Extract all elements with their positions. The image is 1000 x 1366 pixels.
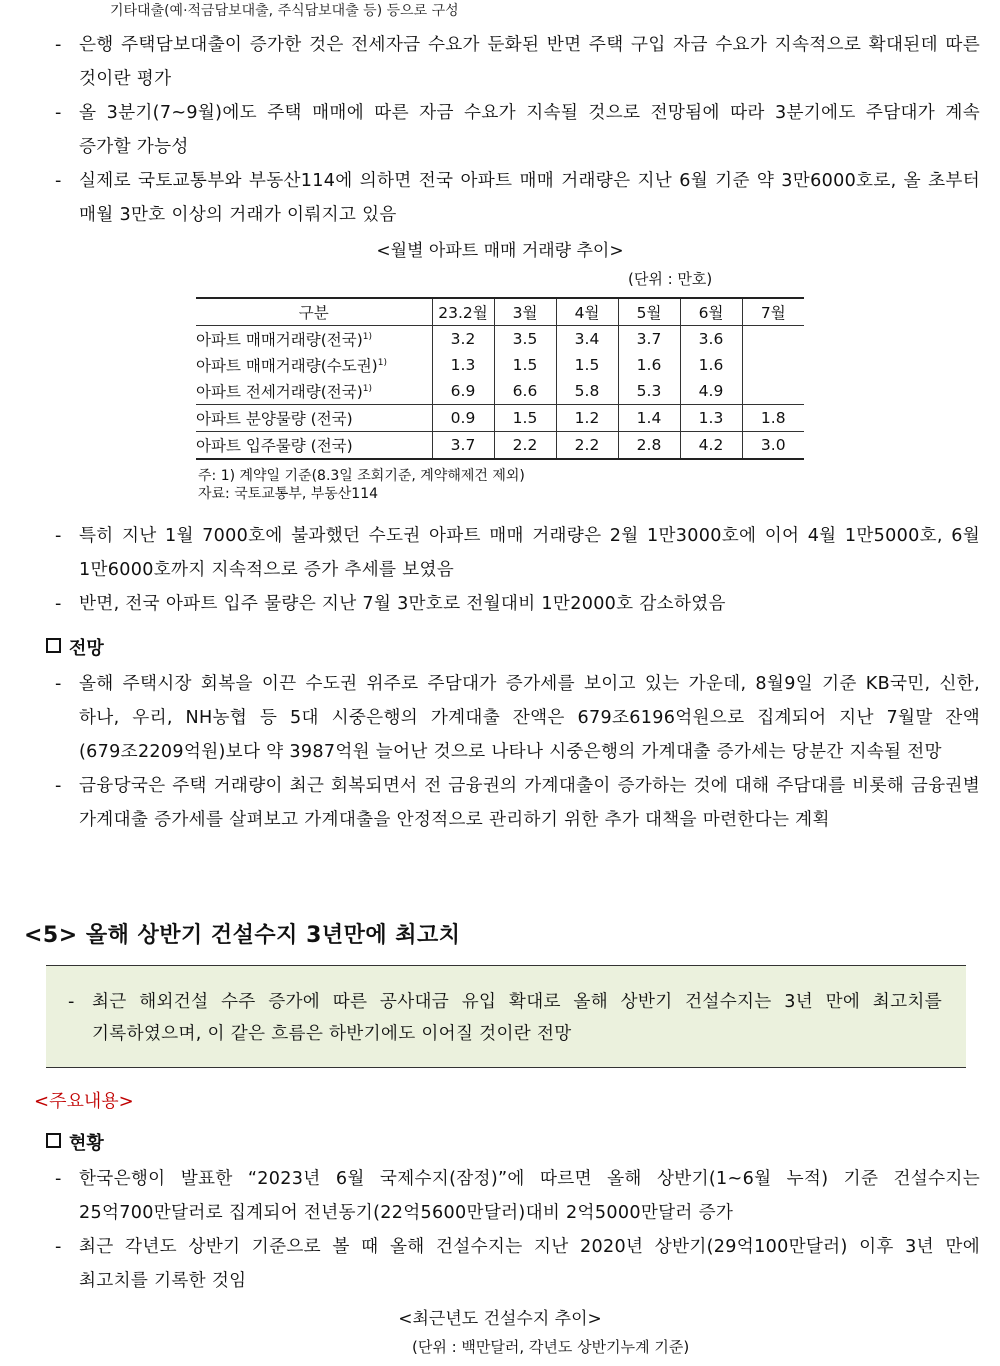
table2-unit: (단위 : 백만달러, 각년도 상반기누계 기준) <box>412 1338 690 1356</box>
table-cell: 3.0 <box>742 432 804 460</box>
header-cell: 구분 <box>196 298 432 326</box>
table-cell: 1.6 <box>680 352 742 378</box>
table-cell <box>742 326 804 353</box>
table1-caption: <월별 아파트 매매 거래량 추이> <box>376 241 624 261</box>
table-cell: 1.5 <box>494 405 556 432</box>
table2-caption: <최근년도 건설수지 추이> <box>398 1309 602 1329</box>
section5-title: <5> 올해 상반기 건설수지 3년만에 최고치 <box>24 923 461 948</box>
table-cell: 4.2 <box>680 432 742 460</box>
bullet-item: - 올 3분기(7~9월)에도 주택 매매에 따른 자금 수요가 지속될 것으로 전망됨에 따라 3분기에도 주담대가 계속 증가할 가능성 <box>55 103 980 157</box>
table-cell: 1.3 <box>680 405 742 432</box>
bullet-group-d <box>55 1162 980 1298</box>
table-cell: 1.8 <box>742 405 804 432</box>
table-cell: 2.2 <box>556 432 618 460</box>
header-cell: 5월 <box>618 298 680 326</box>
table-cell: 5.8 <box>556 378 618 405</box>
row-label: 아파트 매매거래량(수도권)$^{1)}$ <box>196 357 387 375</box>
header-cell: 23.2월 <box>432 298 494 326</box>
table-cell: 1.4 <box>618 405 680 432</box>
top-fragment: 기타대출(예·적금담보대출, 주식담보대출 등) 등으로 구성 <box>110 3 459 19</box>
summary-bullet: - 최근 해외건설 수주 증가에 따른 공사대금 유입 확대로 올해 상반기 건설수지는 3년 만에 최고치를 기록하였으며, 이 같은 흐름은 하반기에도 이어질 것이란 전망 <box>68 992 942 1044</box>
table-cell: 6.9 <box>432 378 494 405</box>
row-label: 아파트 입주물량 (전국) <box>196 432 432 460</box>
bullet-item: - 반면, 전국 아파트 입주 물량은 지난 7월 3만호로 전월대비 1만2000호 감소하였음 <box>55 594 726 614</box>
table-cell: 0.9 <box>432 405 494 432</box>
bullet-item: - 한국은행이 발표한 “2023년 6월 국제수지(잠정)”에 따르면 올해 상반기(1~6월 누적) 기준 건설수지는 25억700만달러로 집계되어 전년동기(22억5600만달러)대비 2억5000만달러 증가 <box>55 1169 980 1223</box>
table-row <box>196 378 804 405</box>
table1-unit: (단위 : 만호) <box>628 270 713 288</box>
table1-note: 주: 1) 계약일 기준(8.3일 조회기준, 계약해제건 제외) <box>198 468 525 484</box>
table-row <box>196 352 804 378</box>
bullet-item: - 특히 지난 1월 7000호에 불과했던 수도권 아파트 매매 거래량은 2월 1만3000호에 이어 4월 1만5000호, 6월 1만6000호까지 지속적으로 증가 추세를 보였음 <box>55 526 980 580</box>
table-header-row <box>196 298 804 326</box>
table-cell: 2.2 <box>494 432 556 460</box>
table1-source: 자료: 국토교통부, 부동산114 <box>198 486 379 502</box>
table-cell: 1.5 <box>556 352 618 378</box>
table-cell: 5.3 <box>618 378 680 405</box>
bullet-item: - 은행 주택담보대출이 증가한 것은 전세자금 수요가 둔화된 반면 주택 구입 자금 수요가 지속적으로 확대된데 따른 것이란 평가 <box>55 35 980 89</box>
header-cell: 3월 <box>494 298 556 326</box>
table-cell: 3.7 <box>432 432 494 460</box>
apartment-trade-table <box>196 297 804 460</box>
bullet-group-a <box>55 28 980 232</box>
table-row <box>196 405 804 432</box>
row-label: 아파트 매매거래량(전국)$^{1)}$ <box>196 331 373 349</box>
table-cell: 6.6 <box>494 378 556 405</box>
table-cell: 3.5 <box>494 326 556 353</box>
table-cell: 1.3 <box>432 352 494 378</box>
table-row <box>196 432 804 460</box>
main-content-label: <주요내용> <box>34 1091 134 1112</box>
header-cell: 7월 <box>742 298 804 326</box>
heading-outlook: 전망 <box>46 634 104 660</box>
table-cell: 3.4 <box>556 326 618 353</box>
row-label: 아파트 분양물량 (전국) <box>196 405 432 432</box>
bullet-item: - 실제로 국토교통부와 부동산114에 의하면 전국 아파트 매매 거래량은 지난 6월 기준 약 3만6000호로, 올 초부터 매월 3만호 이상의 거래가 이뤄지고 있음 <box>55 171 980 225</box>
heading-current: 현황 <box>46 1129 104 1155</box>
header-cell: 6월 <box>680 298 742 326</box>
table-cell: 4.9 <box>680 378 742 405</box>
bullet-group-b <box>55 519 980 621</box>
table-cell <box>742 352 804 378</box>
checkbox-square-icon <box>46 1133 61 1148</box>
table-cell: 3.6 <box>680 326 742 353</box>
table-cell: 1.2 <box>556 405 618 432</box>
section5-summary-box <box>46 965 966 1068</box>
table-cell <box>742 378 804 405</box>
bullet-group-c <box>55 667 980 837</box>
checkbox-square-icon <box>46 638 61 653</box>
bullet-item: - 최근 각년도 상반기 기준으로 볼 때 올해 건설수지는 지난 2020년 상반기(29억100만달러) 이후 3년 만에 최고치를 기록한 것임 <box>55 1237 980 1291</box>
table-cell: 1.5 <box>494 352 556 378</box>
header-cell: 4월 <box>556 298 618 326</box>
bullet-item: - 금융당국은 주택 거래량이 최근 회복되면서 전 금융권의 가계대출이 증가하는 것에 대해 주담대를 비롯해 금융권별 가계대출 증가세를 살펴보고 가계대출을 안정적으로 관리하기 위한 추가 대책을 마련한다는 계획 <box>55 776 980 830</box>
table-cell: 1.6 <box>618 352 680 378</box>
bullet-item: - 올해 주택시장 회복을 이끈 수도권 위주로 주담대가 증가세를 보이고 있는 가운데, 8월9일 기준 KB국민, 신한, 하나, 우리, NH농협 등 5대 시중은행의 가계대출 잔액은 679조6196억원으로 집계되어 지난 7월말 잔액(679조2209억원)보다 약 3987억원 늘어난 것으로 나타나 시중은행의 가계대출 증가세는 당분간 지속될 전망 <box>55 674 980 762</box>
table-cell: 2.8 <box>618 432 680 460</box>
table-cell: 3.7 <box>618 326 680 353</box>
table-cell: 3.2 <box>432 326 494 353</box>
table-row <box>196 326 804 353</box>
row-label: 아파트 전세거래량(전국)$^{1)}$ <box>196 383 373 401</box>
